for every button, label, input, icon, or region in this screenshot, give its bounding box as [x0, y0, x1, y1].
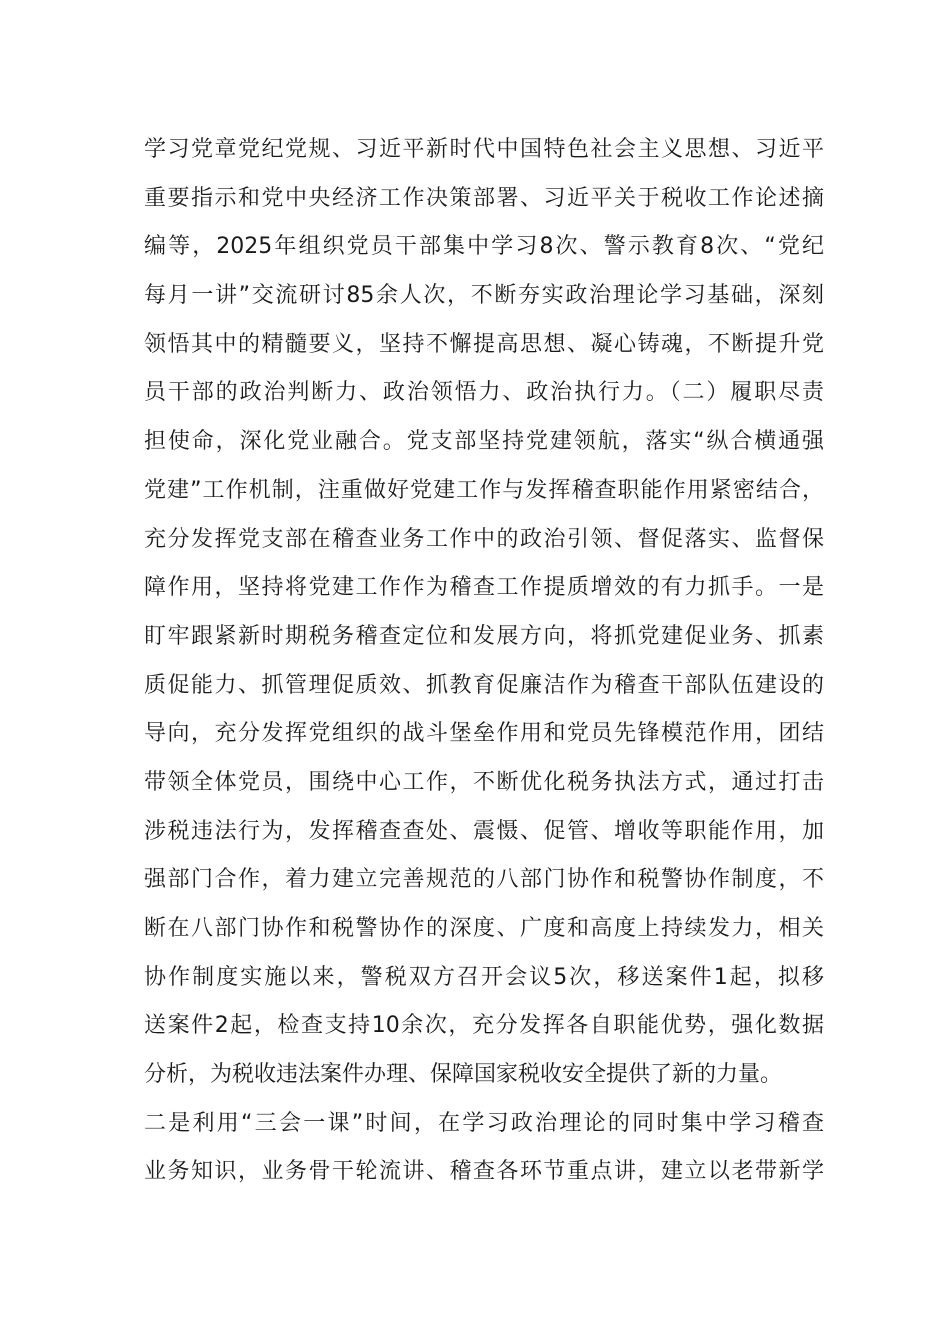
text-line: 党建”工作机制，注重做好党建工作与发挥稽查职能作用紧密结合，	[144, 477, 824, 503]
text-line: 重要指示和党中央经济工作决策部署、习近平关于税收工作论述摘	[144, 185, 824, 211]
text-line: 领悟其中的精髓要义，坚持不懈提高思想、凝心铸魂，不断提升党	[144, 331, 824, 357]
text-line: 学习党章党纪党规、习近平新时代中国特色社会主义思想、习近平	[144, 137, 824, 162]
text-line: 送案件2起，检查支持10余次，充分发挥各自职能优势，强化数据	[144, 1013, 824, 1039]
text-line: 障作用，坚持将党建工作作为稽查工作提质增效的有力抓手。一是	[144, 575, 824, 601]
body-text	[144, 126, 824, 1197]
text-line: 充分发挥党支部在稽查业务工作中的政治引领、督促落实、监督保	[144, 526, 824, 552]
text-line: 涉税违法行为，发挥稽查查处、震慑、促管、增收等职能作用，加	[144, 818, 824, 844]
text-line: 每月一讲”交流研讨85余人次，不断夯实政治理论学习基础，深刻	[144, 283, 824, 309]
text-line: 业务知识，业务骨干轮流讲、稽查各环节重点讲，建立以老带新学	[144, 1159, 824, 1185]
text-line: 二是利用“三会一课”时间，在学习政治理论的同时集中学习稽查	[144, 1110, 824, 1136]
text-line: 强部门合作，着力建立完善规范的八部门协作和税警协作制度，不	[144, 867, 824, 893]
text-line: 带领全体党员，围绕中心工作，不断优化税务执法方式，通过打击	[144, 769, 824, 795]
text-line: 员干部的政治判断力、政治领悟力、政治执行力。（二）履职尽责	[144, 380, 824, 406]
text-line: 担使命，深化党业融合。党支部坚持党建领航，落实“纵合横通强	[144, 429, 824, 455]
text-line: 导向，充分发挥党组织的战斗堡垒作用和党员先锋模范作用，团结	[144, 721, 824, 747]
text-line: 分析，为税收违法案件办理、保障国家税收安全提供了新的力量。	[144, 1062, 783, 1088]
text-line: 盯牢跟紧新时期税务稽查定位和发展方向，将抓党建促业务、抓素	[144, 623, 824, 649]
text-line: 编等，2025年组织党员干部集中学习8次、警示教育8次、“党纪	[144, 234, 824, 260]
text-line: 质促能力、抓管理促质效、抓教育促廉洁作为稽查干部队伍建设的	[144, 672, 824, 698]
text-line: 断在八部门协作和税警协作的深度、广度和高度上持续发力，相关	[144, 916, 824, 941]
text-line: 协作制度实施以来，警税双方召开会议5次，移送案件1起，拟移	[144, 964, 824, 990]
